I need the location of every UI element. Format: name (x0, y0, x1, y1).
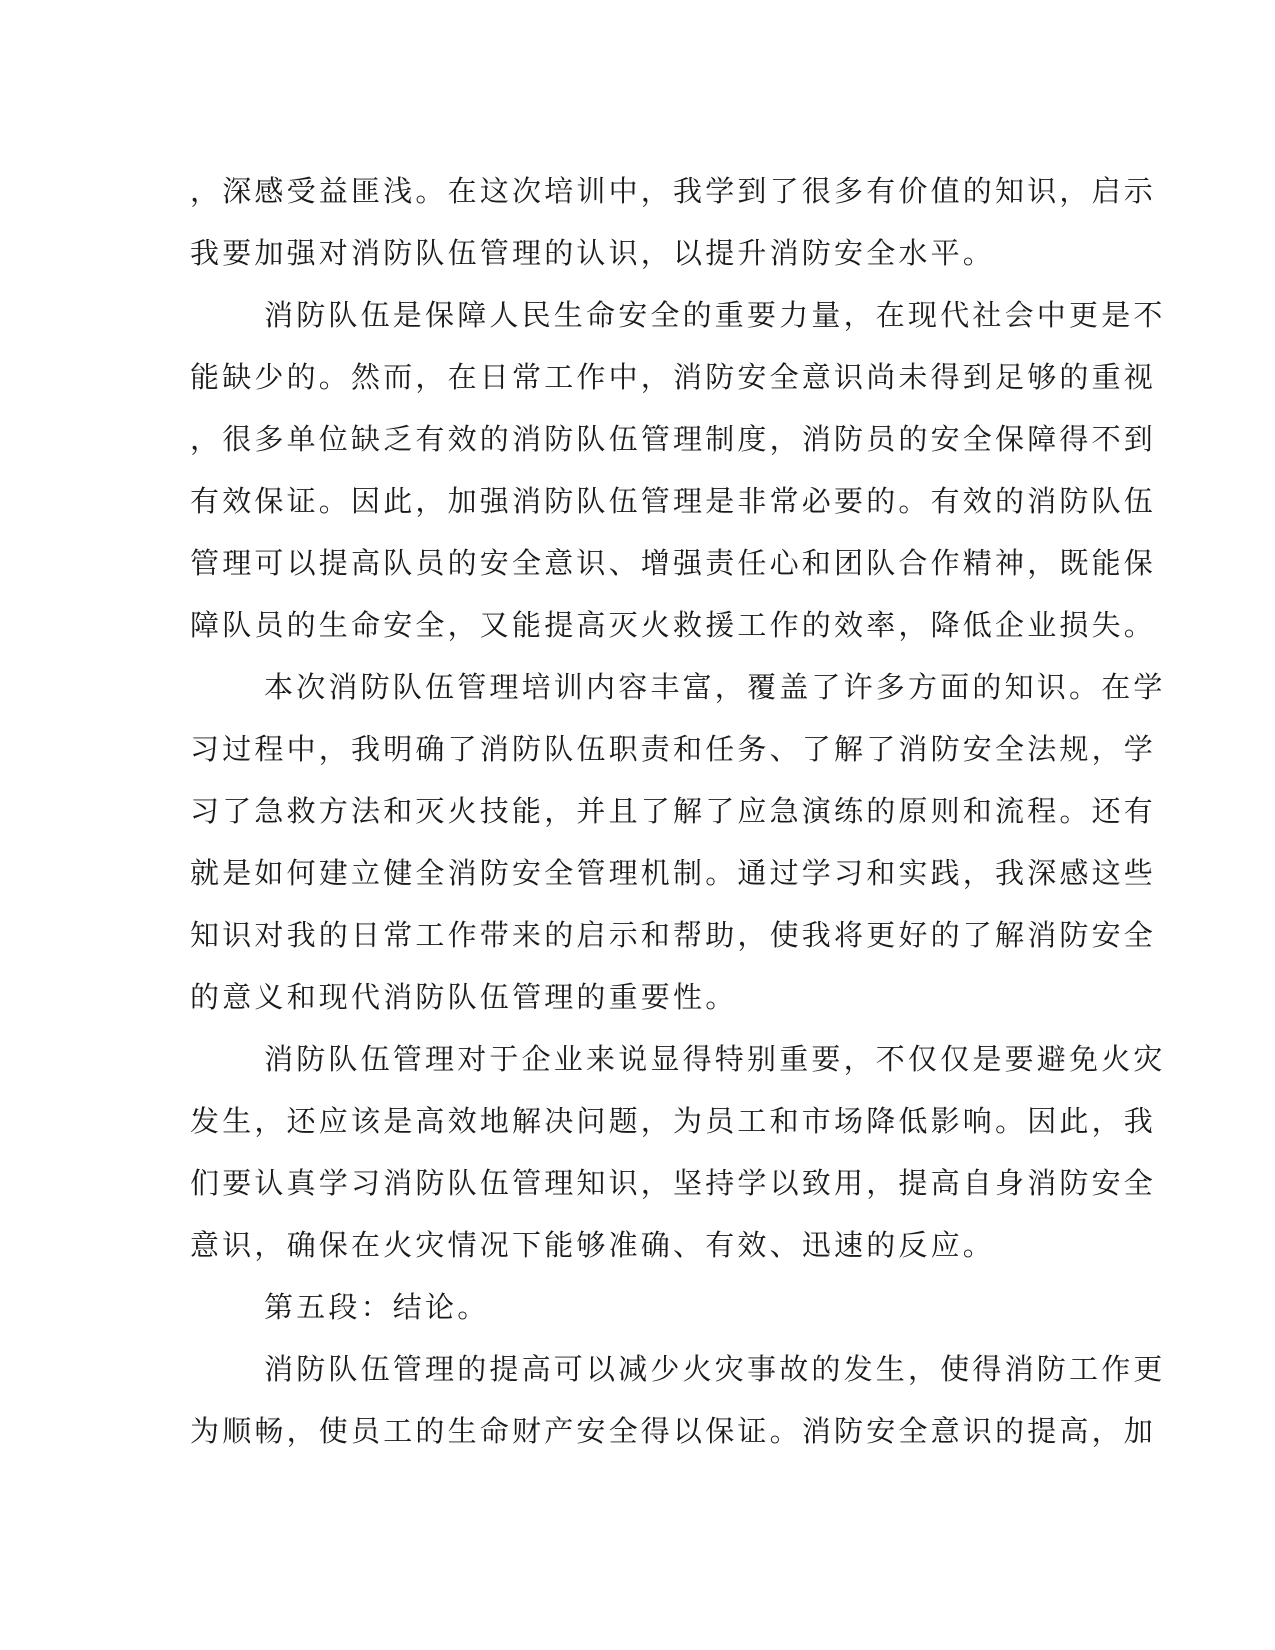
text-line: 为顺畅，使员工的生命财产安全得以保证。消防安全意识的提高，加 (190, 1414, 1157, 1448)
text-line: ，深感受益匪浅。在这次培训中，我学到了很多有价值的知识，启示 (190, 174, 1157, 208)
paragraph-start-line: 消防队伍管理对于企业来说显得特别重要，不仅仅是要避免火灾 (264, 1042, 1166, 1076)
paragraph-start-line: 本次消防队伍管理培训内容丰富，覆盖了许多方面的知识。在学 (264, 670, 1166, 704)
text-line: 们要认真学习消防队伍管理知识，坚持学以致用，提高自身消防安全 (190, 1166, 1157, 1200)
document-body (190, 160, 1166, 1462)
text-line: 的意义和现代消防队伍管理的重要性。 (190, 980, 738, 1014)
text-line: 意识，确保在火灾情况下能够准确、有效、迅速的反应。 (190, 1228, 996, 1262)
paragraph-start-line: 消防队伍管理的提高可以减少火灾事故的发生，使得消防工作更 (264, 1352, 1166, 1386)
paragraph-start-line: 第五段：结论。 (264, 1290, 490, 1324)
text-line: ，很多单位缺乏有效的消防队伍管理制度，消防员的安全保障得不到 (190, 422, 1157, 456)
paragraph-start-line: 消防队伍是保障人民生命安全的重要力量，在现代社会中更是不 (264, 298, 1166, 332)
text-line: 我要加强对消防队伍管理的认识，以提升消防安全水平。 (190, 236, 996, 270)
text-line: 习过程中，我明确了消防队伍职责和任务、了解了消防安全法规，学 (190, 732, 1157, 766)
text-line: 障队员的生命安全，又能提高灭火救援工作的效率，降低企业损失。 (190, 608, 1157, 642)
text-line: 知识对我的日常工作带来的启示和帮助，使我将更好的了解消防安全 (190, 918, 1157, 952)
text-line: 有效保证。因此，加强消防队伍管理是非常必要的。有效的消防队伍 (190, 484, 1157, 518)
text-line: 能缺少的。然而，在日常工作中，消防安全意识尚未得到足够的重视 (190, 360, 1157, 394)
text-line: 习了急救方法和灭火技能，并且了解了应急演练的原则和流程。还有 (190, 794, 1157, 828)
text-line: 就是如何建立健全消防安全管理机制。通过学习和实践，我深感这些 (190, 856, 1157, 890)
text-line: 发生，还应该是高效地解决问题，为员工和市场降低影响。因此，我 (190, 1104, 1157, 1138)
text-line: 管理可以提高队员的安全意识、增强责任心和团队合作精神，既能保 (190, 546, 1157, 580)
